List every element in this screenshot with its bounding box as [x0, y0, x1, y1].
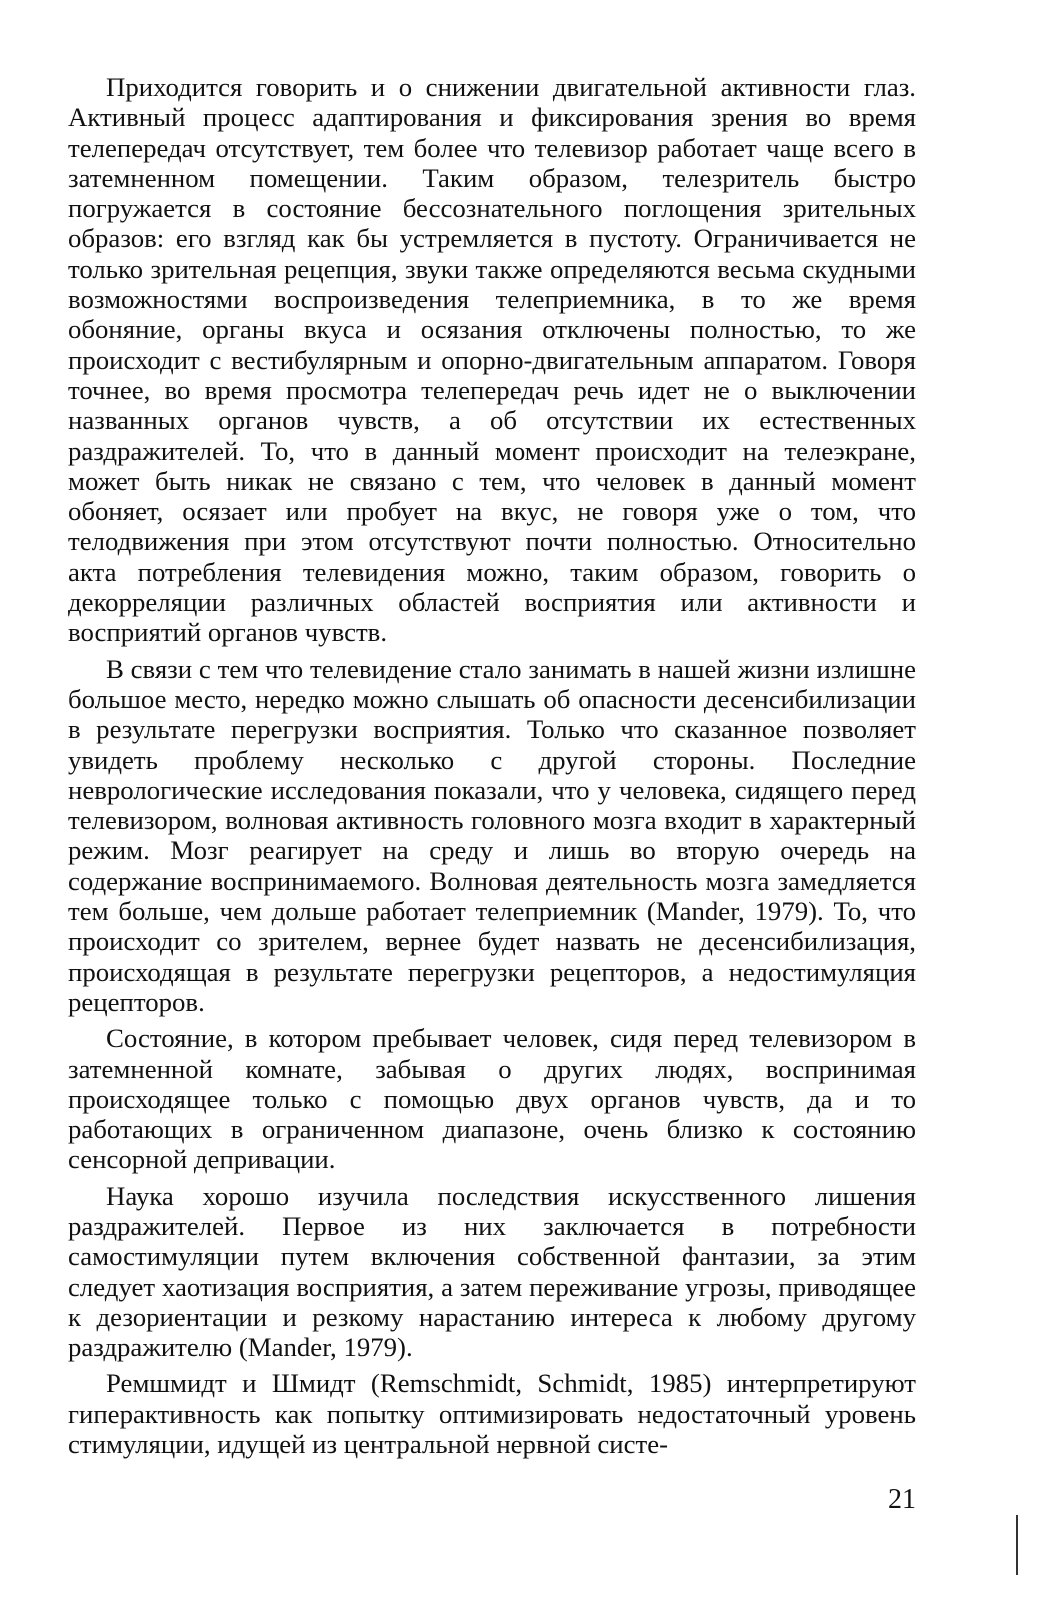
- paragraph-5: Ремшмидт и Шмидт (Remschmidt, Schmidt, 1985) интерпретируют гиперактивность как попытку оптимизировать недостаточный уровень стимуляции, идущей из центральной нервной систе-: [68, 1368, 916, 1460]
- paragraph-3: Состояние, в котором пребывает человек, сидя перед телевизором в затемненной комнате, забывая о других людях, воспринимая происходящее только с помощью двух органов чувств, да и то работающих в ограниченном диапазоне, очень близко к состоянию сенсорной депривации.: [68, 1023, 916, 1175]
- page-number: 21: [888, 1484, 916, 1515]
- page-edge-mark: [1016, 1515, 1018, 1575]
- paragraph-1: Приходится говорить и о снижении двигательной активности глаз. Активный процесс адаптирования и фиксирования зрения во время телепередач отсутствует, тем более что телевизор работает чаще всего в затемненном помещении. Таким образом, телезритель быстро погружается в состояние бессознательного поглощения зрительных образов: его взгляд как бы устремляется в пустоту. Ограничивается не только зрительная рецепция, звуки также определяются весьма скудными возможностями воспроизведения телеприемника, в то же время обоняние, органы вкуса и осязания отключены полностью, то же происходит с вестибулярным и опорно-двигательным аппаратом. Говоря точнее, во время просмотра телепередач речь идет не о выключении названных органов чувств, а об отсутствии их естественных раздражителей. То, что в данный момент происходит на телеэкране, может быть никак не связано с тем, что человек в данный момент обоняет, осязает или пробует на вкус, не говоря уже о том, что телодвижения при этом отсутствуют почти полностью. Относительно акта потребления телевидения можно, таким образом, говорить о декорреляции различных областей восприятия или активности и восприятий органов чувств.: [68, 72, 916, 648]
- paragraph-2: В связи с тем что телевидение стало занимать в нашей жизни излишне большое место, нередко можно слышать об опасности десенсибилизации в результате перегрузки восприятия. Только что сказанное позволяет увидеть проблему несколько с другой стороны. Последние неврологические исследования показали, что у человека, сидящего перед телевизором, волновая активность головного мозга входит в характерный режим. Мозг реагирует на среду и лишь во вторую очередь на содержание воспринимаемого. Волновая деятельность мозга замедляется тем больше, чем дольше работает телеприемник (Mander, 1979). То, что происходит со зрителем, вернее будет назвать не десенсибилизация, происходящая в результате перегрузки рецепторов, а недостимуляция рецепторов.: [68, 653, 916, 1017]
- body-text: [68, 72, 916, 1465]
- paragraph-4: Наука хорошо изучила последствия искусственного лишения раздражителей. Первое из них заключается в потребности самостимуляции путем включения собственной фантазии, за этим следует хаотизация восприятия, а затем переживание угрозы, приводящее к дезориентации и резкому нарастанию интереса к любому другому раздражителю (Mander, 1979).: [68, 1180, 916, 1363]
